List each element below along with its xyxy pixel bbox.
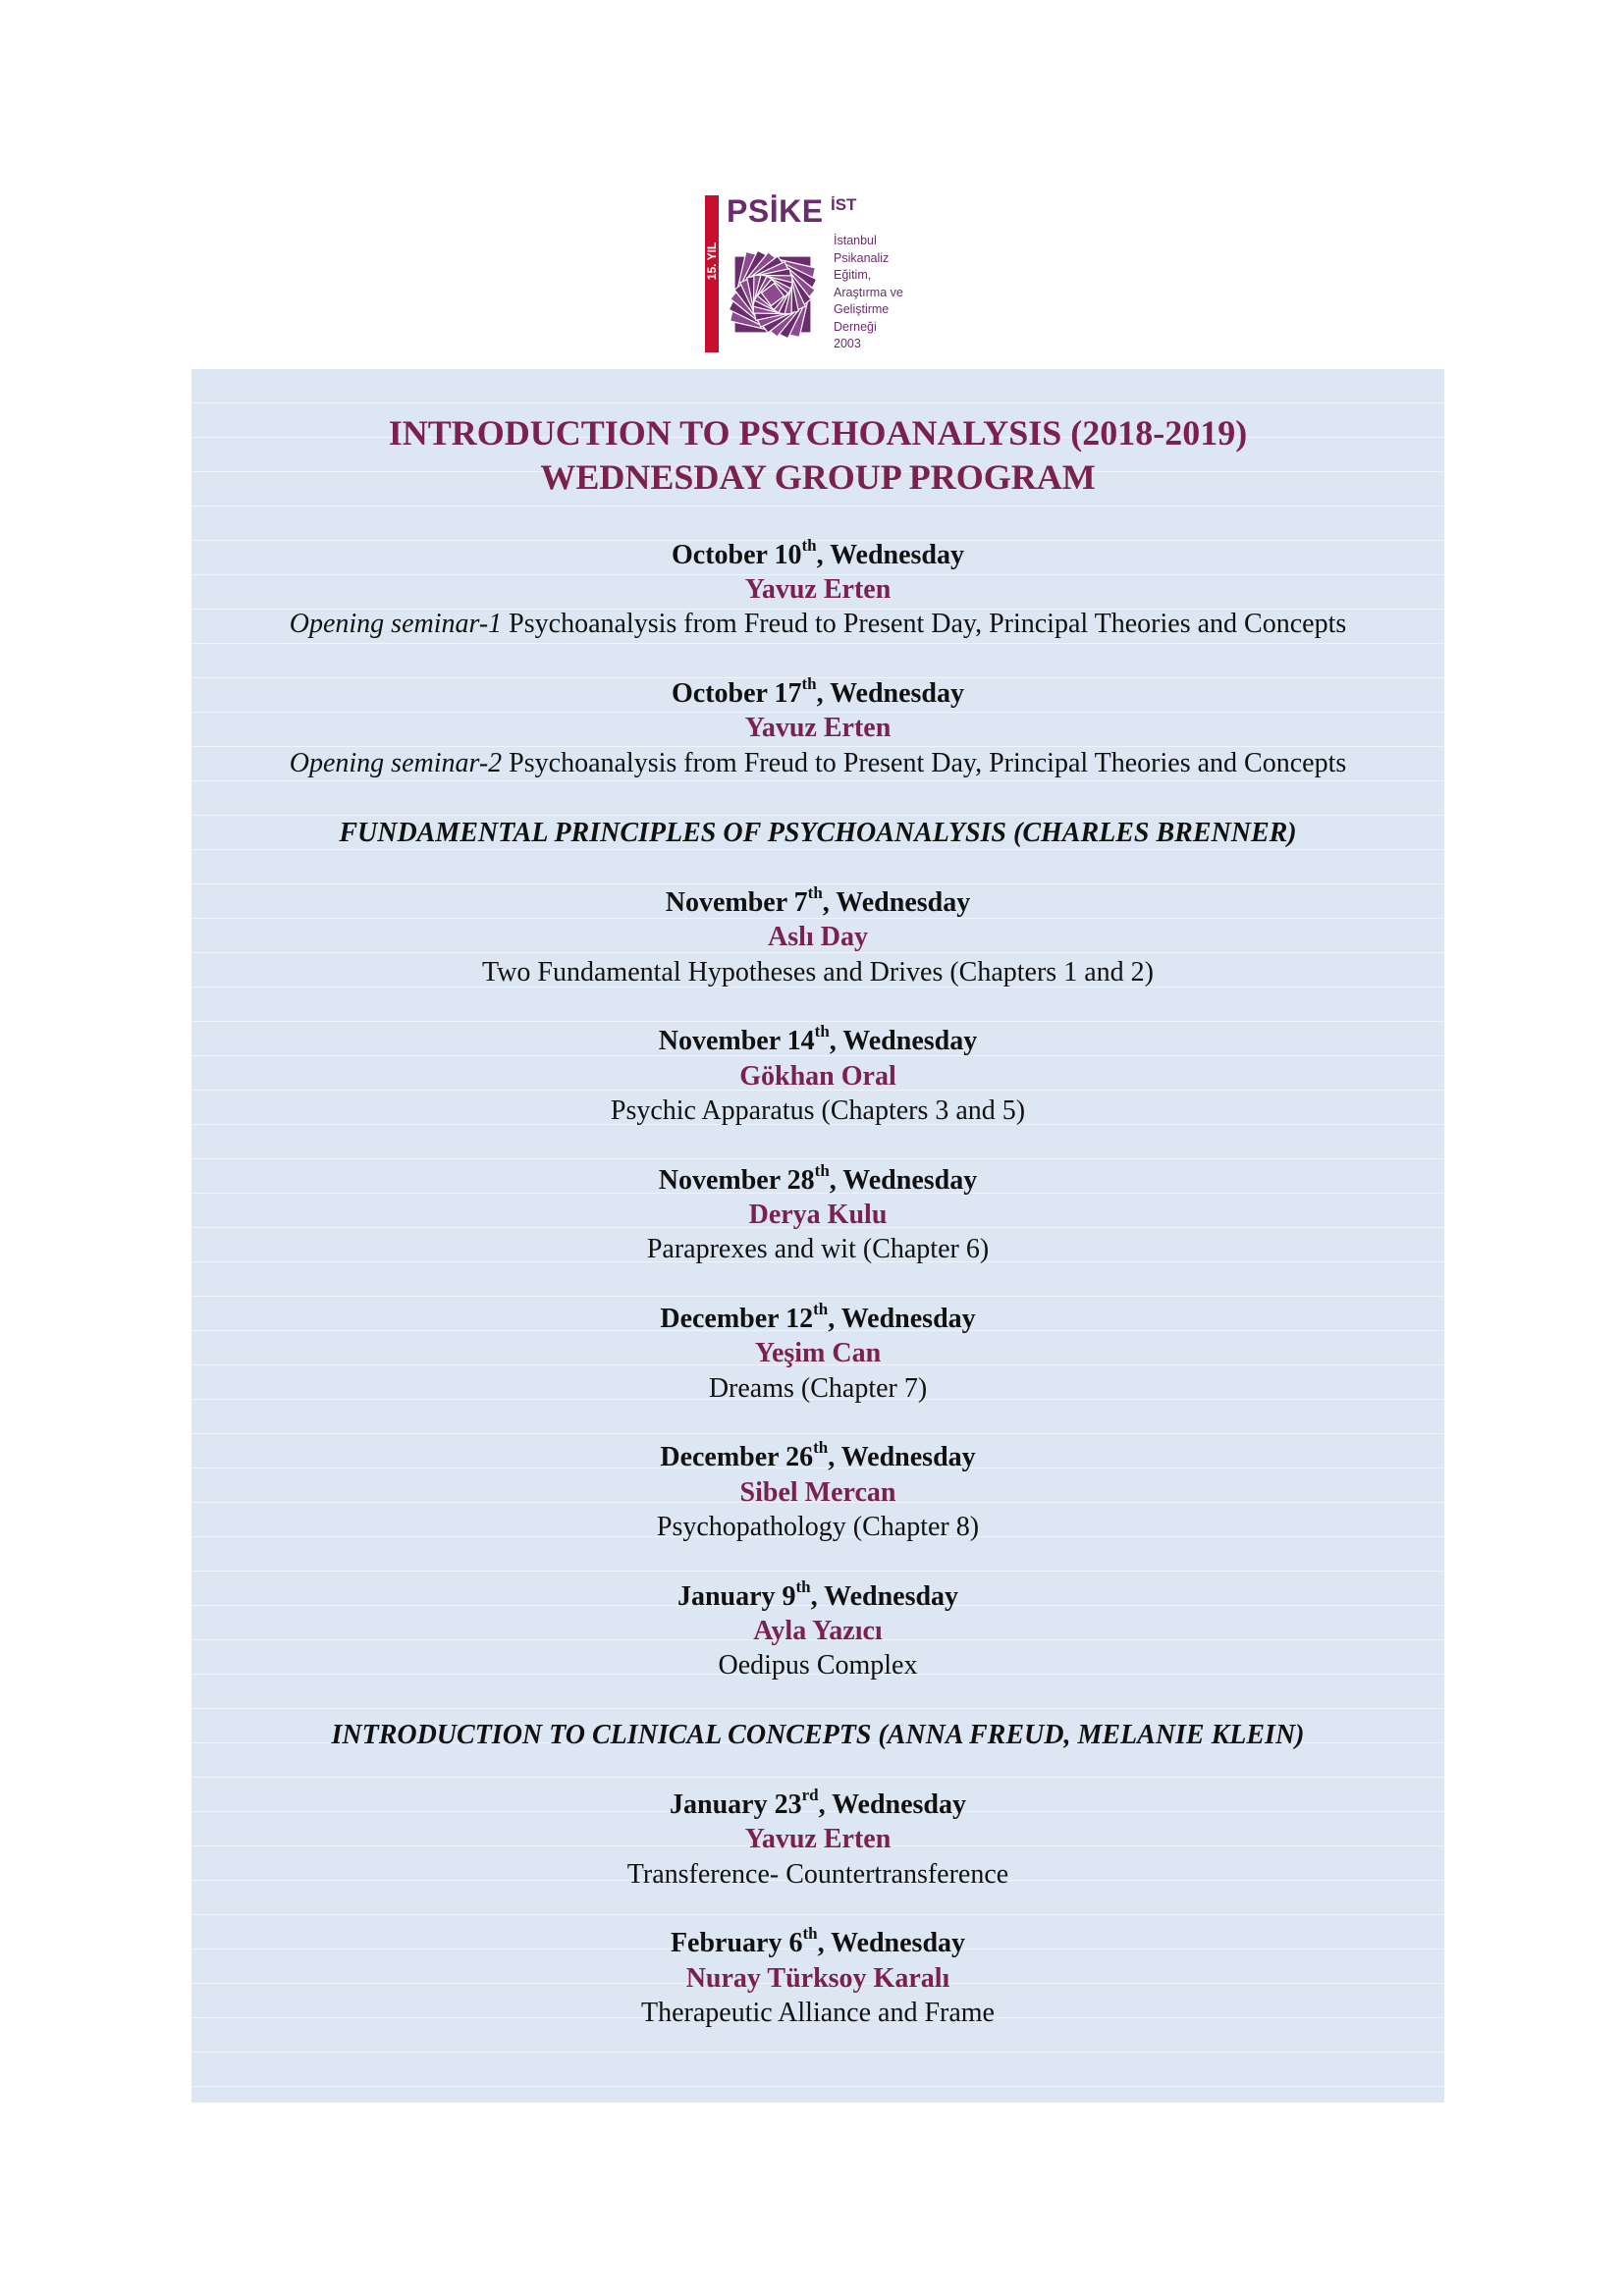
session-date: January 23rd, Wednesday	[670, 1786, 966, 1820]
session-topic: Opening seminar-2 Psychoanalysis from Freud to Present Day, Principal Theories and Concepts	[289, 748, 1347, 778]
session-topic: Dreams (Chapter 7)	[708, 1373, 928, 1404]
session-topic: Psychic Apparatus (Chapters 3 and 5)	[610, 1095, 1026, 1126]
program-panel	[191, 369, 1444, 2103]
session-date: February 6th, Wednesday	[670, 1924, 966, 1958]
session-speaker: Yavuz Erten	[744, 713, 892, 743]
session-topic: Psychopathology (Chapter 8)	[656, 1512, 980, 1542]
session-date: November 28th, Wednesday	[658, 1161, 978, 1196]
session-topic: Therapeutic Alliance and Frame	[641, 1998, 995, 2028]
session-speaker: Sibel Mercan	[739, 1477, 896, 1508]
session-speaker: Yeşim Can	[754, 1338, 882, 1368]
session-date: December 26th, Wednesday	[660, 1438, 976, 1472]
session-date: October 17th, Wednesday	[672, 674, 964, 709]
session-speaker: Nuray Türksoy Karalı	[685, 1963, 950, 1994]
session-date: October 10th, Wednesday	[672, 536, 964, 570]
section-heading: INTRODUCTION TO CLINICAL CONCEPTS (ANNA FREUD, MELANIE KLEIN)	[331, 1720, 1305, 1750]
session-topic: Oedipus Complex	[718, 1650, 918, 1681]
session-date: December 12th, Wednesday	[660, 1300, 976, 1334]
session-date: November 14th, Wednesday	[658, 1022, 978, 1056]
page-subtitle: WEDNESDAY GROUP PROGRAM	[540, 457, 1096, 497]
session-speaker: Derya Kulu	[748, 1200, 888, 1230]
session-topic: Transference- Countertransference	[626, 1859, 1009, 1890]
session-topic: Opening seminar-1 Psychoanalysis from Freud to Present Day, Principal Theories and Concepts	[289, 609, 1347, 639]
session-topic: Paraprexes and wit (Chapter 6)	[646, 1234, 990, 1264]
session-date: November 7th, Wednesday	[665, 883, 971, 918]
page-title: INTRODUCTION TO PSYCHOANALYSIS (2018-2019)	[388, 413, 1248, 453]
logo-brand: PSİKE	[727, 193, 824, 229]
spiral-emblem-icon	[719, 231, 827, 358]
session-speaker: Yavuz Erten	[744, 574, 892, 605]
session-speaker: Aslı Day	[768, 922, 868, 952]
session-date: January 9th, Wednesday	[676, 1577, 959, 1612]
logo-org-name: İstanbul Psikanaliz Eğitim, Araştırma ve Geliştirme Derneği 2003	[834, 234, 903, 350]
logo-brand-suffix: İST	[831, 195, 857, 214]
anniversary-badge: 15. YIL	[705, 195, 719, 352]
psikeist-logo	[705, 193, 941, 358]
session-speaker: Ayla Yazıcı	[753, 1616, 883, 1646]
section-heading: FUNDAMENTAL PRINCIPLES OF PSYCHOANALYSIS (CHARLES BRENNER)	[339, 818, 1297, 848]
session-speaker: Gökhan Oral	[739, 1061, 896, 1092]
session-speaker: Yavuz Erten	[744, 1824, 892, 1854]
session-topic: Two Fundamental Hypotheses and Drives (Chapters 1 and 2)	[482, 957, 1154, 988]
